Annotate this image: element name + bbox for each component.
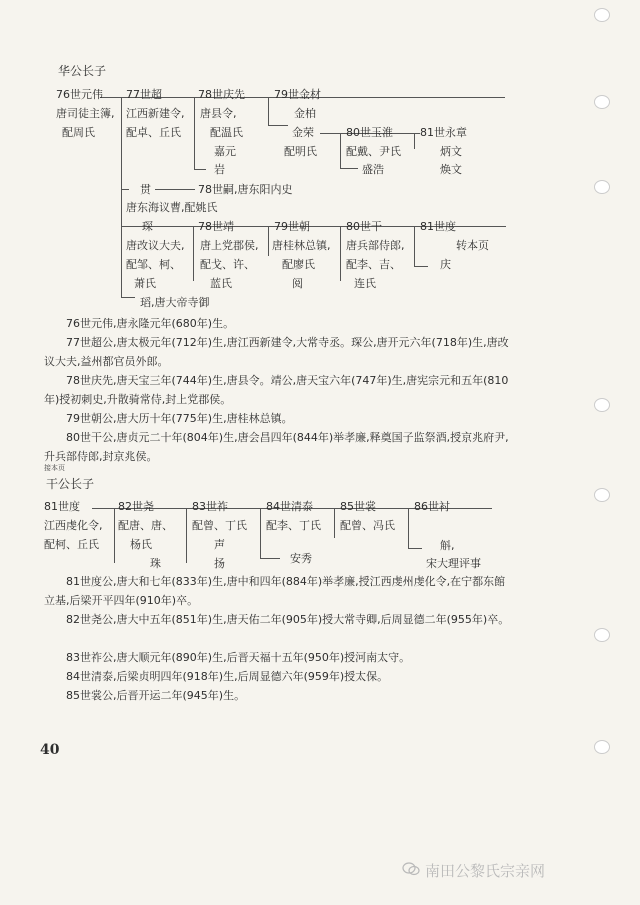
- tree1-node: 江西新建令,: [126, 107, 185, 120]
- tree2-node: 配曾、冯氏: [340, 519, 395, 532]
- tree2-node: 82世尧: [118, 500, 154, 513]
- tree1-branch-line-8: [340, 226, 341, 281]
- bio-paragraph: 78世庆先,唐天宝三年(744年)生,唐县令。靖公,唐天宝六年(747年)生,唐宪宗元和五年(810年)授初刺史,升散骑常侍,封上党郡侯。: [44, 374, 509, 406]
- tree2-node: 85世裳: [340, 500, 376, 513]
- tree1-node: 琛: [142, 220, 153, 233]
- bio-paragraph: 79世朝公,唐大历十年(775年)生,唐桂林总镇。: [66, 412, 293, 425]
- tree1-node: 炳文: [440, 145, 462, 158]
- tree1-tick-2: [268, 125, 288, 126]
- tree1-node: 79世金材: [274, 88, 321, 101]
- tree1-branch-line-6: [193, 226, 194, 281]
- tree2-branch-line-3: [260, 508, 261, 558]
- tree1-node: 配廖氏: [282, 258, 315, 271]
- binder-hole: [594, 398, 610, 412]
- tree1-node: 配戈、许、: [200, 258, 255, 271]
- tree2-node: 81世度: [44, 500, 80, 513]
- tree1-node: 81世度: [420, 220, 456, 233]
- tree1-tick-5: [414, 266, 428, 267]
- tree1-node: 配温氏: [210, 126, 243, 139]
- tree2-node: 配李、丁氏: [266, 519, 321, 532]
- tree1-node: 唐桂林总镇,: [272, 239, 331, 252]
- section1-heading: 华公长子: [58, 64, 107, 78]
- tree2-node: 声: [214, 538, 225, 551]
- section2-heading: 干公长子: [46, 477, 95, 491]
- tree1-node: 焕文: [440, 163, 462, 176]
- tree2-node: 珠: [150, 557, 161, 570]
- tree1-node: 78世嗣,唐东阳内史: [198, 183, 293, 196]
- tree2-node: 江西虔化令,: [44, 519, 103, 532]
- tree1-node: 唐兵部侍郎,: [346, 239, 405, 252]
- bio-paragraph: 77世超公,唐太极元年(712年)生,唐江西新建令,大常寺丞。琛公,唐开元六年(718年)生,唐改议大夫,益州都官员外郎。: [44, 336, 509, 368]
- bio-paragraph: 82世尧公,唐大中五年(851年)生,唐天佑二年(905年)授大常寺卿,后周显德二年(955年)卒。: [66, 613, 510, 626]
- tree1-branch-line-4: [340, 133, 341, 168]
- tree1-node: 嘉元: [214, 145, 236, 158]
- bio-paragraph: 80世干公,唐贞元二十年(804年)生,唐会昌四年(844年)举孝廉,释奠国子监祭酒,授京兆府尹,升兵部侍郎,封京兆侯。: [44, 431, 509, 463]
- tree1-node: 配戴、尹氏: [346, 145, 401, 158]
- tree2-node: 配柯、丘氏: [44, 538, 99, 551]
- binder-hole: [594, 488, 610, 502]
- tree2-node: 杨氏: [130, 538, 152, 551]
- binder-hole: [594, 95, 610, 109]
- tree1-tick-3: [340, 168, 358, 169]
- tree1-node: 81世永章: [420, 126, 467, 139]
- bio-paragraph: 83世祚公,唐大顺元年(890年)生,后晋天福十五年(950年)授河南太守。: [66, 651, 411, 664]
- tree1-node: 77世超: [126, 88, 162, 101]
- tree1-node: 萧氏: [134, 277, 156, 290]
- tree1-node: 金荣: [292, 126, 314, 139]
- tree2-node: 安秀: [290, 552, 312, 565]
- tree2-node: 配曾、丁氏: [192, 519, 247, 532]
- tree2-node: 配唐、唐、: [118, 519, 173, 532]
- tree2-node: 86世衬: [414, 500, 450, 513]
- tree2-node: 斛,: [440, 539, 455, 552]
- bio-paragraph: 76世元伟,唐永隆元年(680年)生。: [66, 317, 235, 330]
- tree1-node: 唐县令,: [200, 107, 237, 120]
- tree2-node: 宋大理评事: [426, 557, 481, 570]
- page-number: 40: [40, 742, 60, 758]
- tree1-branch-line-2: [194, 97, 195, 169]
- tree2-branch-line-2: [186, 508, 187, 563]
- tree1-node: 金柏: [294, 107, 316, 120]
- tree1-node: 配邹、柯、: [126, 258, 181, 271]
- tree2-branch-line: [114, 508, 115, 563]
- tree1-branch-line-5: [414, 133, 415, 149]
- watermark-text: 南田公黎氏宗亲网: [425, 862, 546, 880]
- tree1-branch-line-7: [268, 226, 269, 256]
- tree2-node: 83世祚: [192, 500, 228, 513]
- tree1-branch-line-3: [268, 97, 269, 125]
- binder-hole: [594, 180, 610, 194]
- tree1-node: 连氏: [354, 277, 376, 290]
- wechat-icon: [402, 862, 420, 876]
- tree1-node: 78世靖: [198, 220, 234, 233]
- tree1-tick: [194, 169, 206, 170]
- bio-paragraph: 81世度公,唐大和七年(833年)生,唐中和四年(884年)举孝廉,授江西虔州虔化令,在宁都东館立基,后梁开平四年(910年)卒。: [44, 575, 506, 607]
- tree1-node: 岩: [214, 163, 225, 176]
- tree1-node: 阅: [292, 277, 303, 290]
- binder-hole: [594, 628, 610, 642]
- tree1-node: 唐上党郡侯,: [200, 239, 259, 252]
- bio-paragraph: 85世裳公,后晋开运二年(945年)生。: [66, 689, 246, 702]
- tree1-tick-6: [121, 297, 135, 298]
- tree1-branch-line: [121, 97, 122, 297]
- tree1-node: 配明氏: [284, 145, 317, 158]
- page-note: 接本页: [44, 464, 65, 472]
- tree1-node: 80世玉淮: [346, 126, 393, 139]
- binder-hole: [594, 740, 610, 754]
- tree1-node: 唐东海议曹,配姚氏: [126, 201, 218, 214]
- bio-paragraph: 84世清泰,后梁贞明四年(918年)生,后周显德六年(959年)授太保。: [66, 670, 389, 683]
- tree1-node: 瑫,唐大帝寺御: [140, 296, 210, 309]
- tree1-branch-line-9: [414, 226, 415, 266]
- tree1-node: 贯: [140, 183, 151, 196]
- tree1-node: 79世朝: [274, 220, 310, 233]
- tree2-tick-2: [408, 548, 422, 549]
- tree1-node: 80世干: [346, 220, 382, 233]
- tree1-node: 盛浩: [362, 163, 384, 176]
- tree1-node: 庆: [440, 258, 451, 271]
- tree2-branch-line-5: [408, 508, 409, 548]
- tree1-node: 配周氏: [62, 126, 95, 139]
- tree2-tick: [260, 558, 280, 559]
- tree1-node: 转本页: [456, 239, 489, 252]
- tree1-node: 76世元伟: [56, 88, 103, 101]
- tree1-gen-line-3: [155, 189, 195, 190]
- tree1-node: 唐改议大夫,: [126, 239, 185, 252]
- binder-hole: [594, 8, 610, 22]
- tree1-node: 78世庆先: [198, 88, 245, 101]
- tree1-tick-4: [121, 189, 129, 190]
- tree2-node: 扬: [214, 557, 225, 570]
- tree1-node: 唐司徒主簿,: [56, 107, 115, 120]
- tree1-node: 配卓、丘氏: [126, 126, 181, 139]
- tree2-node: 84世清泰: [266, 500, 313, 513]
- tree2-branch-line-4: [334, 508, 335, 538]
- tree1-node: 配李、吉、: [346, 258, 401, 271]
- tree1-node: 蓝氏: [210, 277, 232, 290]
